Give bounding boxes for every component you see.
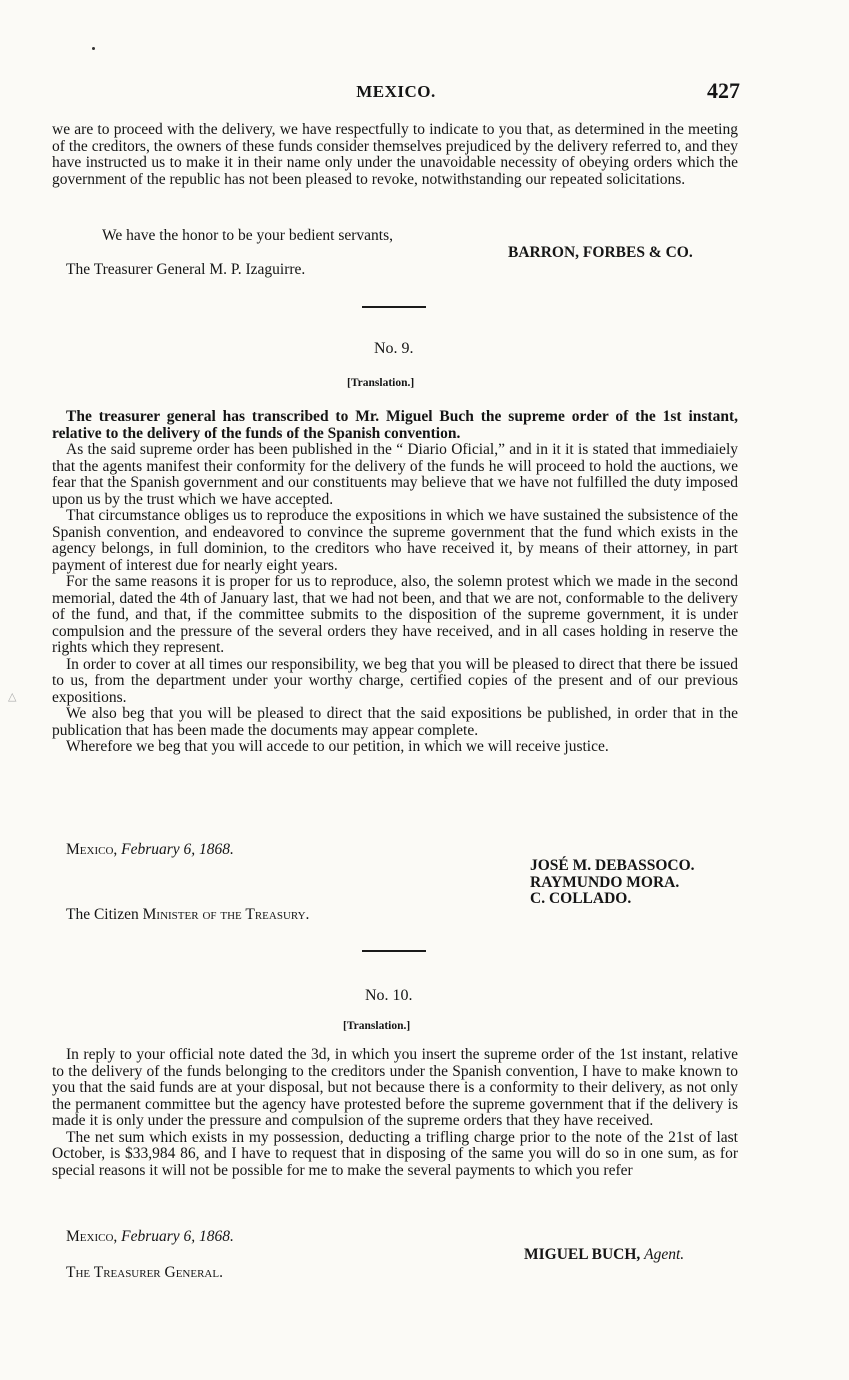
paragraph: We also beg that you will be pleased to direct that the said expositions be published, in order that in the publication that has been made the documents may appear complete. [52,705,738,739]
letter-continuation [52,122,738,188]
paragraph: Wherefore we beg that you will accede to our petition, in which we will receive justice. [66,738,609,755]
doc9-addressee [66,907,309,924]
scan-artifact-icon: △ [8,691,17,703]
doc10-addressee: The Treasurer General. [66,1264,223,1281]
date-text: February 6, 1868. [121,1228,234,1245]
running-head: MEXICO. [356,82,436,101]
letter-signature: BARRON, FORBES & CO. [508,244,693,261]
date-text: February 6, 1868. [121,841,234,858]
paragraph: In order to cover at all times our responsibility, we beg that you will be pleased to direct that there be issued to us, from the department under your worthy charge, certified copies of the present and of our previous expositions. [52,655,738,706]
date-place: Mexico, [66,841,118,858]
addressee-title: Minister of the Treasury. [142,906,310,923]
section-divider [362,950,426,952]
paragraph: The treasurer general has transcribed to Mr. Miguel Buch the supreme order of the 1st instant, relative to the delivery of the funds of the Spanish convention. [52,408,738,442]
signatory: RAYMUNDO MORA. [530,874,680,891]
signatory: C. COLLADO. [530,890,632,907]
letter-addressee: The Treasurer General M. P. Izaguirre. [66,261,306,278]
document-number: No. 10. [365,987,413,1004]
page-header [52,78,740,108]
signature-name: MIGUEL BUCH, [524,1246,641,1263]
date-place: Mexico, [66,1228,118,1245]
doc10-signature [524,1247,684,1264]
paragraph: The net sum which exists in my possession, deducting a trifling charge prior to the note of the 21st of last October, is $33,984 86, and I have to request that in disposing of the same you will do so in one sum, as for special reasons it will not be possible for me to make the several payments to which you refer [52,1128,738,1179]
doc10-body [52,1047,738,1179]
letter-closing: We have the honor to be your bedient servants, [102,227,394,244]
section-divider [362,306,426,308]
paragraph: In reply to your official note dated the 3d, in which you insert the supreme order of the 1st instant, relative to the delivery of the funds belonging to the creditors under the Spanish convention, I have to make known to you that the said funds are at your disposal, but not because there is a conformity to their delivery, as not only the permanent committee but the agency have protested before the supreme government that if the delivery is made it is only under the pressure and compulsion of the supreme orders that they have received. [52,1046,738,1129]
translation-note: [Translation.] [347,377,415,389]
signature-title: Agent. [644,1246,685,1263]
paragraph: As the said supreme order has been published in the “ Diario Oficial,” and in it it is stated that immediaiely that the agents manifest their conformity for the delivery of the funds he will proceed to hold the auctions, we fear that the Spanish government and our constituents may believe that we have not fulfilled the duty imposed upon us by the trust which we have accepted. [52,441,738,508]
document-number: No. 9. [374,340,414,357]
doc10-dateline [66,1229,234,1246]
speck-mark [92,47,95,50]
paragraph: we are to proceed with the delivery, we have respectfully to indicate to you that, as determined in the meeting of the creditors, the owners of these funds consider themselves prejudiced by the delivery referred to, and they have instructed us to make it in their name only under the unavoidable necessity of obeying orders which the government of the republic has not been pleased to revoke, notwithstanding our repeated solicitations. [52,121,738,188]
addressee-prefix: The Citizen [66,906,139,923]
paragraph: For the same reasons it is proper for us to reproduce, also, the solemn protest which we made in the second memorial, dated the 4th of January last, that we had not been, and that we are not, conformable to the delivery of the fund, and that, if the committee submits to the disposition of the supreme government, it is under compulsion and the pressure of the several orders they have received, and in all cases holding in reserve the rights which they represent. [52,573,738,656]
doc9-dateline [66,842,234,859]
signatory: JOSÉ M. DEBASSOCO. [530,857,695,874]
page-number: 427 [707,78,740,103]
paragraph: That circumstance obliges us to reproduce the expositions in which we have sustained the subsistence of the Spanish convention, and endeavored to convince the supreme government that the fund which exists in the agency belongs, in full dominion, to the creditors who have received it, by means of their attorney, in part payment of interest due for nearly eight years. [52,507,738,574]
translation-note: [Translation.] [343,1020,411,1032]
doc9-body [52,409,738,756]
